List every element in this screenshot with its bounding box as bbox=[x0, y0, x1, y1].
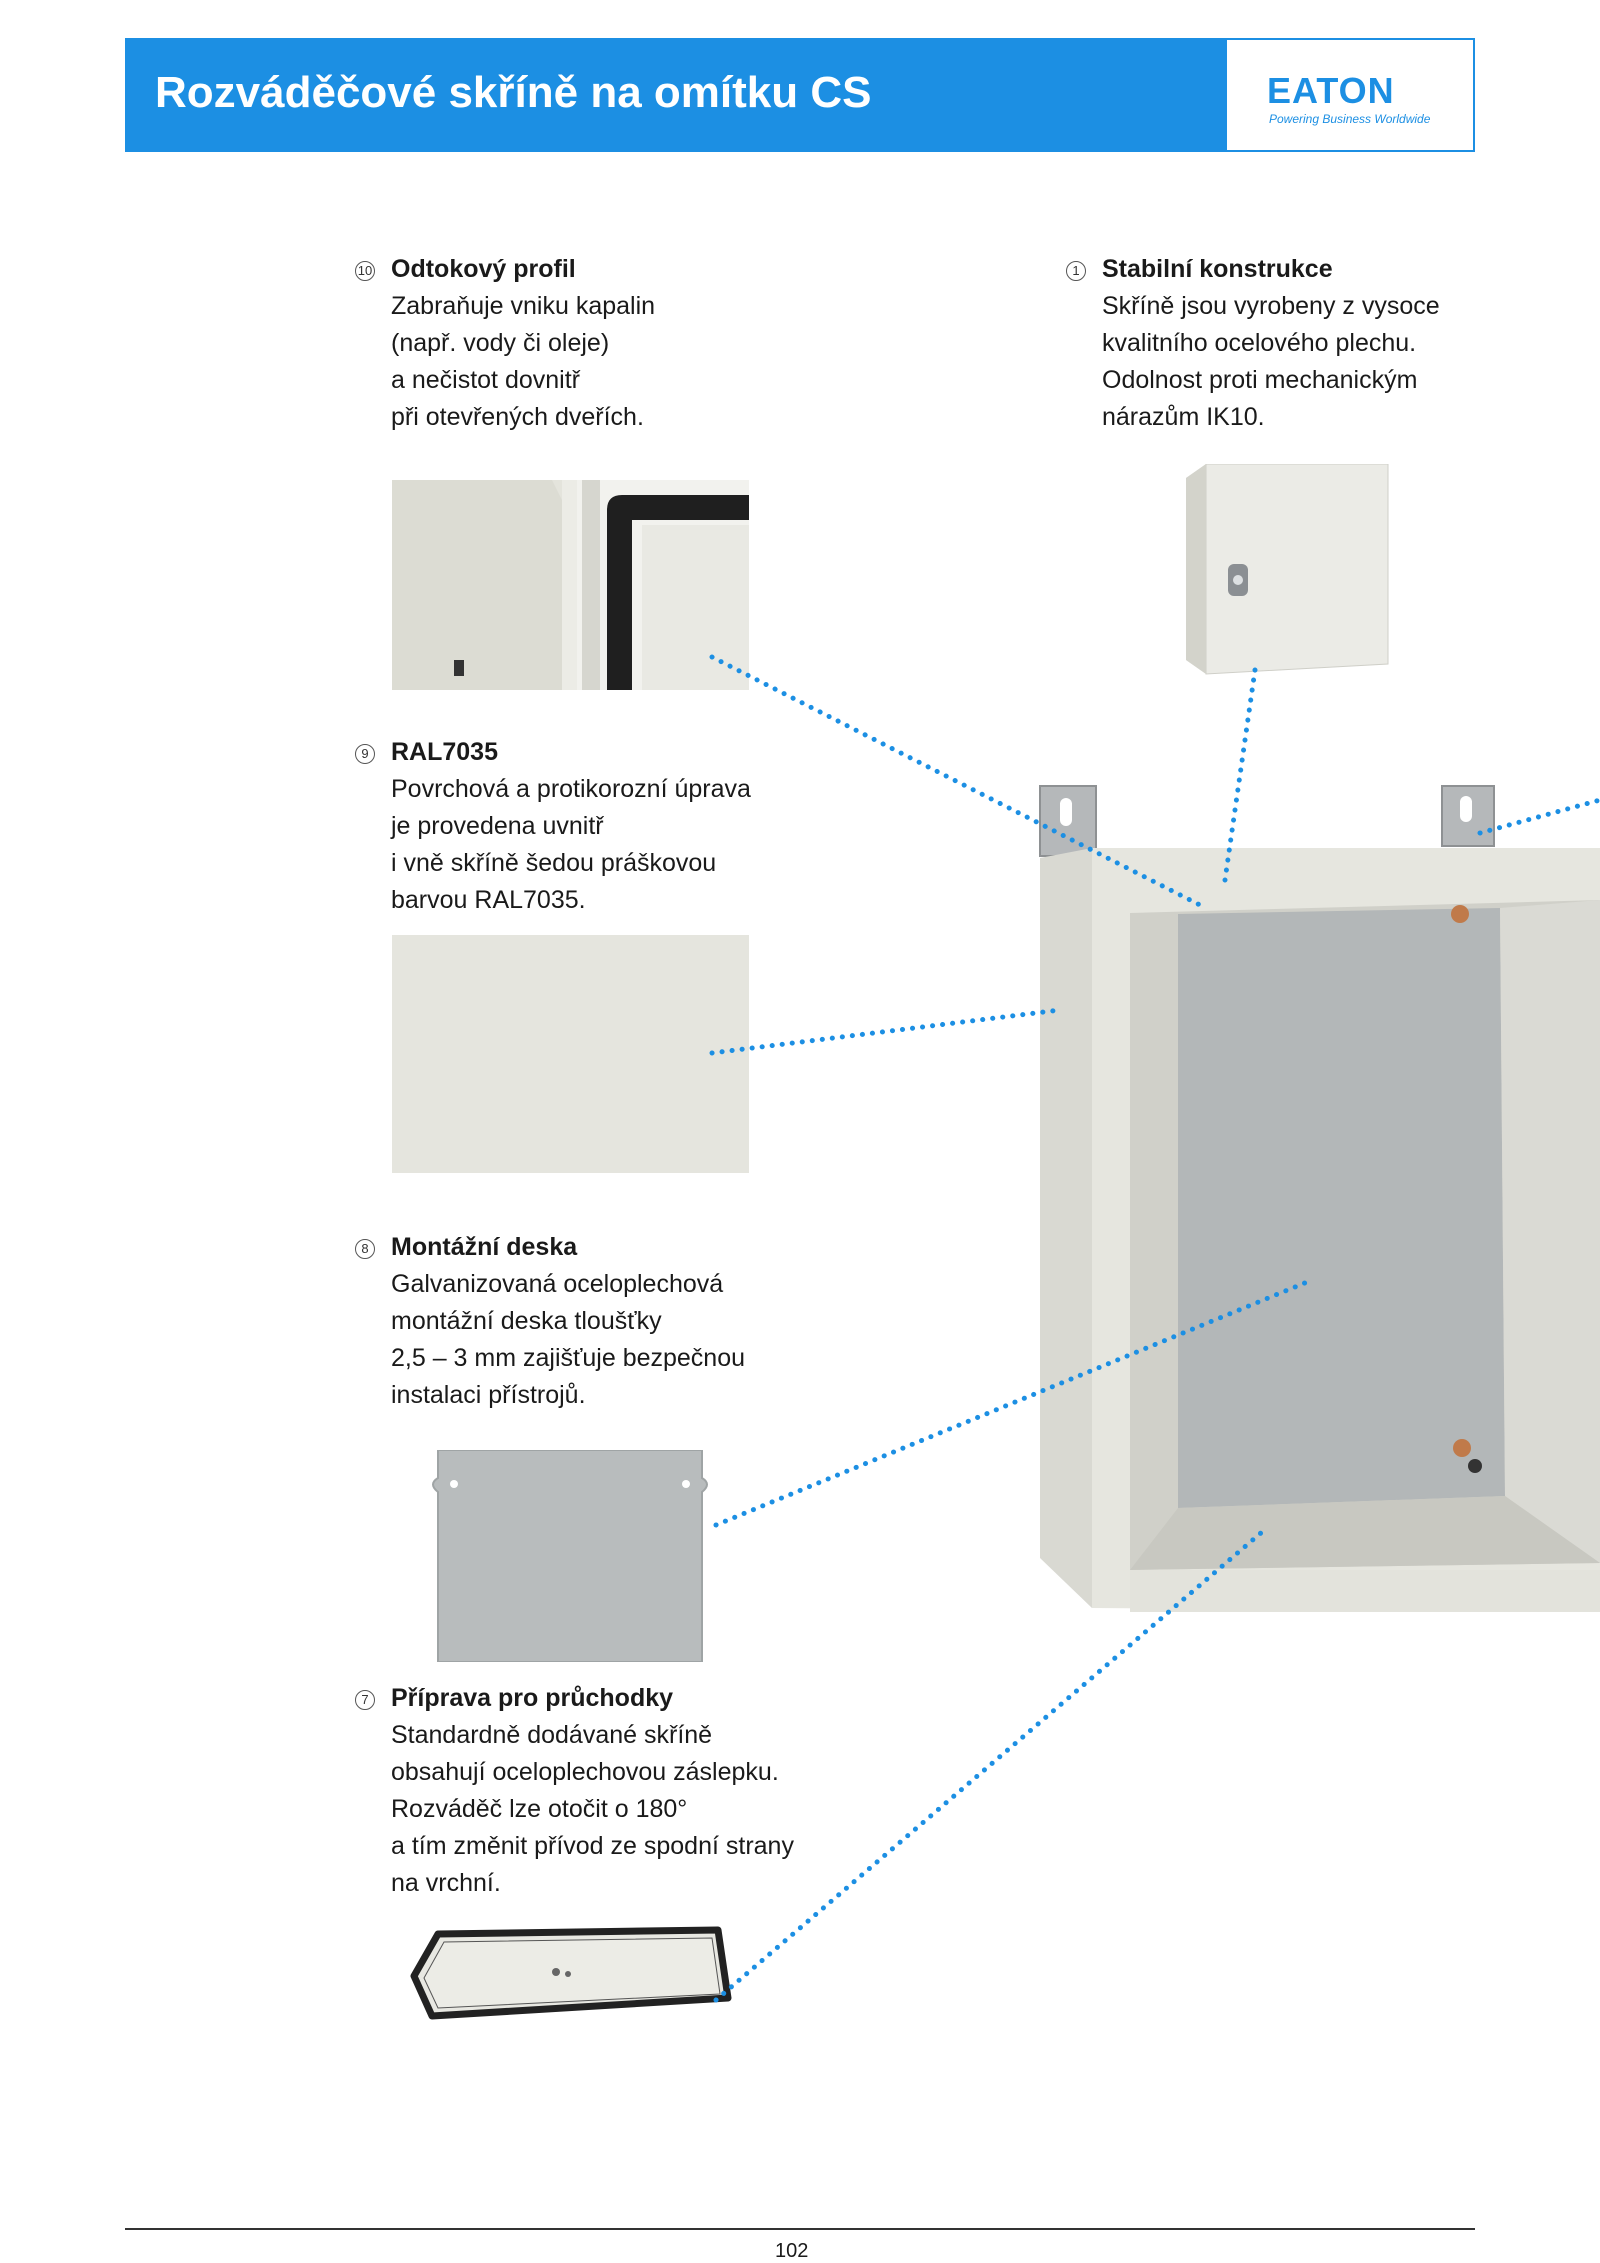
callout-line: Standardně dodávané skříně bbox=[391, 1721, 713, 1749]
callout-line: při otevřených dveřích. bbox=[391, 403, 644, 431]
callout-title: Příprava pro průchodky bbox=[391, 1684, 674, 1712]
callout-line: (např. vody či oleje) bbox=[391, 329, 610, 357]
callout-number: 9 bbox=[355, 744, 375, 764]
leader-line-8 bbox=[716, 1280, 1312, 1525]
leader-line-top-right bbox=[1480, 800, 1600, 833]
callout-line: a nečistot dovnitř bbox=[391, 366, 580, 394]
callout-line: barvou RAL7035. bbox=[391, 886, 586, 914]
callout-title: Montážní deska bbox=[391, 1233, 578, 1261]
leader-line-9 bbox=[712, 1010, 1060, 1053]
callout-number: 7 bbox=[355, 1690, 375, 1710]
page-title: Rozváděčové skříně na omítku CS bbox=[155, 68, 872, 117]
callout-line: na vrchní. bbox=[391, 1869, 501, 1897]
logo-wordmark: EATON bbox=[1267, 70, 1395, 111]
callout-line: montážní deska tloušťky bbox=[391, 1307, 662, 1335]
callout-line: Galvanizovaná oceloplechová bbox=[391, 1270, 724, 1298]
callout-title: RAL7035 bbox=[391, 738, 498, 766]
leader-line-10 bbox=[712, 657, 1200, 905]
callout-line: Povrchová a protikorozní úprava bbox=[391, 775, 751, 803]
callout-number: 10 bbox=[355, 261, 375, 281]
callout-line: i vně skříně šedou práškovou bbox=[391, 849, 717, 877]
callout-line: 2,5 – 3 mm zajišťuje bezpečnou bbox=[391, 1344, 746, 1372]
callout-title: Stabilní konstrukce bbox=[1102, 255, 1333, 283]
callout-line: Skříně jsou vyrobeny z vysoce bbox=[1102, 292, 1440, 320]
callout-line: Rozváděč lze otočit o 180° bbox=[391, 1795, 688, 1823]
callout-line: obsahují oceloplechovou záslepku. bbox=[391, 1758, 779, 1786]
callout-line: a tím změnit přívod ze spodní strany bbox=[391, 1832, 794, 1860]
callout-line: nárazům IK10. bbox=[1102, 403, 1265, 431]
footer-divider bbox=[125, 2228, 1475, 2230]
callout-title: Odtokový profil bbox=[391, 255, 576, 283]
leader-line-1 bbox=[1225, 670, 1255, 880]
leader-line-7 bbox=[716, 1532, 1262, 2000]
callout-line: kvalitního ocelového plechu. bbox=[1102, 329, 1417, 357]
callout-line: je provedena uvnitř bbox=[391, 812, 604, 840]
callout-number: 1 bbox=[1066, 261, 1086, 281]
callout-line: instalaci přístrojů. bbox=[391, 1381, 586, 1409]
callout-line: Odolnost proti mechanickým bbox=[1102, 366, 1418, 394]
page-number: 102 bbox=[775, 2240, 809, 2262]
callout-number: 8 bbox=[355, 1239, 375, 1259]
logo-tagline: Powering Business Worldwide bbox=[1269, 112, 1431, 126]
callout-line: Zabraňuje vniku kapalin bbox=[391, 292, 656, 320]
